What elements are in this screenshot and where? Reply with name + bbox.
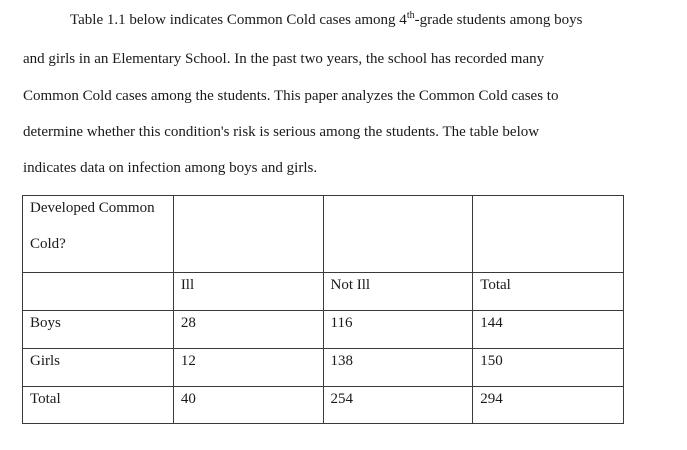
line-1-text-after: -grade students among boys	[414, 12, 583, 28]
row-label-boys: Boys	[23, 311, 174, 349]
paragraph-line-5: indicates data on infection among boys and girls.	[23, 160, 318, 176]
column-header-ill: Ill	[173, 273, 323, 311]
column-header-total: Total	[473, 273, 624, 311]
table-row	[23, 387, 624, 424]
table-row	[23, 349, 624, 387]
paragraph-line-1	[70, 12, 582, 29]
table-row	[23, 311, 624, 349]
empty-header-cell	[173, 196, 323, 273]
cell-boys-ill: 28	[173, 311, 323, 349]
corner-cell	[23, 196, 174, 273]
column-header-not-ill: Not Ill	[323, 273, 473, 311]
cell-girls-not-ill: 138	[323, 349, 473, 387]
corner-label-line-2: Cold?	[30, 236, 66, 252]
table-header-row	[23, 196, 624, 273]
corner-label-line-1: Developed Common	[30, 200, 155, 216]
cell-boys-not-ill: 116	[323, 311, 473, 349]
cell-total-not-ill: 254	[323, 387, 473, 424]
row-label-girls: Girls	[23, 349, 174, 387]
cell-total-total: 294	[473, 387, 624, 424]
row-label-total: Total	[23, 387, 174, 424]
empty-header-cell	[23, 273, 174, 311]
paragraph-line-2: and girls in an Elementary School. In the past two years, the school has recorded many	[23, 51, 545, 67]
line-1-text-before: Table 1.1 below indicates Common Cold cases among 4	[70, 12, 407, 28]
empty-header-cell	[473, 196, 624, 273]
cell-girls-total: 150	[473, 349, 624, 387]
paragraph-line-4: determine whether this condition's risk is serious among the students. The table below	[23, 124, 540, 140]
common-cold-table	[22, 195, 624, 424]
cell-girls-ill: 12	[173, 349, 323, 387]
cell-boys-total: 144	[473, 311, 624, 349]
ordinal-superscript: th	[406, 10, 415, 21]
empty-header-cell	[323, 196, 473, 273]
cell-total-ill: 40	[173, 387, 323, 424]
paragraph-line-3: Common Cold cases among the students. This paper analyzes the Common Cold cases to	[23, 88, 559, 104]
table-column-header-row	[23, 273, 624, 311]
